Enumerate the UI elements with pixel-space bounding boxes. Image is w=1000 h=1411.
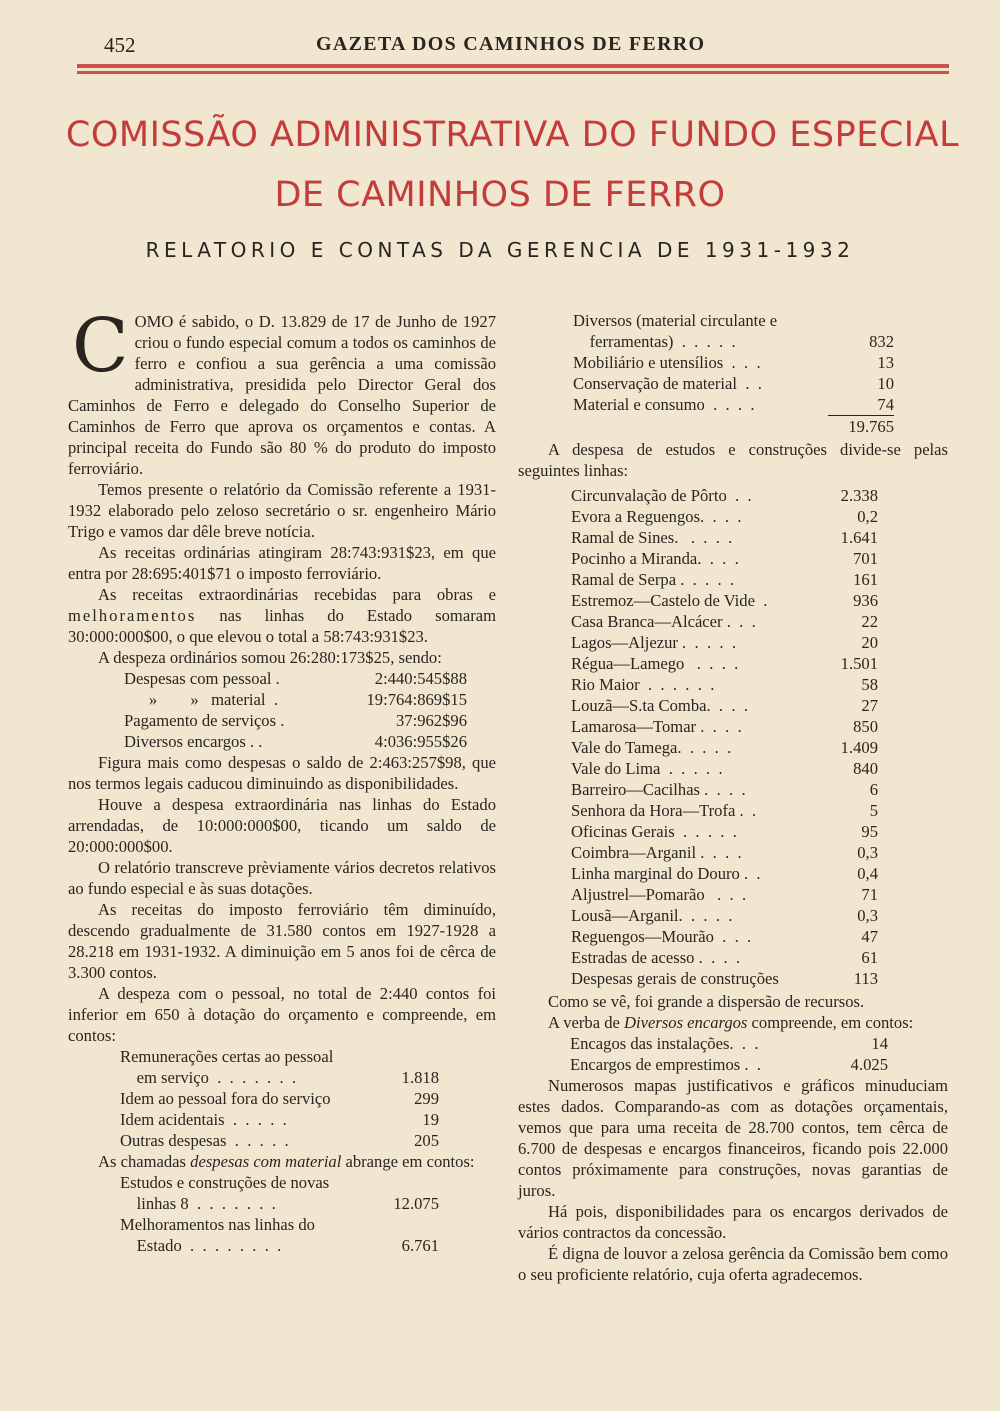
table-row — [124, 689, 467, 710]
right-column — [518, 310, 948, 1285]
row-value: 840 — [853, 759, 878, 778]
table-row — [571, 800, 878, 821]
row-value: 58 — [861, 675, 878, 694]
paragraph: A despeza com o pessoal, no total de 2:440 contos foi inferior em 650 à dotação do orçamento e compreende, em contos: — [68, 984, 496, 1045]
emphasis-text: Diversos encargos — [624, 1013, 748, 1032]
row-value: 936 — [853, 591, 878, 610]
table-row — [120, 1130, 439, 1151]
paragraph: É digna de louvor a zelosa gerência da Comissão bem como o seu proficiente relatório, cuja oferta agradecemos. — [518, 1244, 948, 1284]
row-value: 5 — [869, 801, 878, 820]
table-row — [571, 548, 878, 569]
table-row — [571, 737, 878, 758]
row-value: 47 — [861, 927, 878, 946]
row-value: 701 — [853, 549, 878, 568]
row-label: Circunvalação de Pôrto . . — [571, 486, 752, 505]
paragraph-text: compreende, em contos: — [747, 1013, 914, 1032]
paragraph: Houve a despesa extraordinária nas linhas do Estado arrendadas, de 10:000:000$00, ticando um saldo de 20:000:000$00. — [68, 795, 496, 856]
article-title-line-2: DE CAMINHOS DE FERRO — [274, 175, 726, 215]
intro-paragraph — [68, 303, 496, 479]
row-label: Reguengos—Mourão . . . — [571, 927, 752, 946]
row-label: Conservação de material . . — [573, 374, 762, 393]
table-row — [573, 373, 894, 394]
table-row — [124, 668, 467, 689]
paragraph — [68, 584, 496, 647]
row-value: 74 — [877, 395, 894, 414]
row-label: Melhoramentos nas linhas do — [120, 1215, 315, 1234]
table-row — [120, 1067, 439, 1088]
paragraph-text: A verba de — [548, 1013, 625, 1032]
row-value: 1.409 — [840, 738, 878, 757]
row-label: Louzã—S.ta Comba. . . . — [571, 696, 748, 715]
row-label: Lagos—Aljezur . . . . . — [571, 633, 736, 652]
row-value: 0,2 — [857, 507, 878, 526]
table-row — [571, 590, 878, 611]
paragraph: A despeza ordinários somou 26:280:173$25, sendo: — [98, 648, 442, 667]
spaced-text: melhoramentos — [68, 606, 197, 625]
row-label: Estremoz—Castelo de Vide . — [571, 591, 768, 610]
row-label: Rio Maior . . . . . . — [571, 675, 715, 694]
row-label: Senhora da Hora—Trofa . . — [571, 801, 757, 820]
row-label: Idem acidentais . . . . . — [120, 1110, 287, 1129]
paragraph-text: As chamadas — [98, 1152, 191, 1171]
diversos-table — [573, 310, 894, 437]
paragraph — [68, 1151, 496, 1172]
row-label: Lousã—Arganil. . . . . — [571, 906, 733, 925]
row-label: Encargos de emprestimos . . — [570, 1055, 761, 1074]
paragraph: Há pois, disponibilidades para os encargos derivados de vários contractos da concessão. — [518, 1202, 948, 1242]
page-number: 452 — [104, 33, 136, 57]
row-label: Material e consumo . . . . — [573, 395, 755, 414]
table-row — [570, 1054, 888, 1075]
table-row — [120, 1172, 439, 1193]
row-label: Despesas gerais de construções — [571, 969, 779, 988]
table-row — [120, 1214, 439, 1235]
emphasis-text: despesas com material — [190, 1152, 342, 1171]
row-label: Coimbra—Arganil . . . . — [571, 843, 742, 862]
row-label: Ramal de Sines. . . . . — [571, 528, 733, 547]
row-value: 13 — [877, 353, 894, 372]
row-value: 27 — [861, 696, 878, 715]
pessoal-table — [120, 1046, 439, 1151]
paragraph: As receitas do imposto ferroviário têm diminuído, descendo gradualmente de 31.580 contos em 1927-1928 a 28.218 em 1931-1932. A diminuição em 5 anos foi de cêrca de 3.300 contos. — [68, 900, 496, 982]
row-label: Estado . . . . . . . . — [120, 1236, 282, 1255]
row-label: Diversos (material circulante e — [573, 311, 778, 330]
row-value: 205 — [414, 1131, 439, 1150]
row-value: 61 — [861, 948, 878, 967]
row-label: Diversos encargos . . — [124, 732, 263, 751]
row-value: 0,3 — [857, 906, 878, 925]
table-row — [124, 731, 467, 752]
drop-cap: C — [72, 303, 129, 389]
total-value: 19.765 — [828, 416, 894, 438]
row-value: 19 — [422, 1110, 439, 1129]
row-value: 4.025 — [850, 1055, 888, 1074]
row-label: linhas 8 . . . . . . . — [120, 1194, 276, 1213]
row-label: Vale do Tamega. . . . . — [571, 738, 732, 757]
table-row — [573, 394, 894, 416]
row-value: 10 — [877, 374, 894, 393]
row-value: 22 — [861, 612, 878, 631]
row-label: Idem ao pessoal fora do serviço — [120, 1089, 331, 1108]
row-value: 19:764:869$15 — [366, 690, 467, 709]
row-value: 1.818 — [401, 1068, 439, 1087]
table-row — [573, 310, 894, 331]
table-row — [571, 863, 878, 884]
table-row — [571, 779, 878, 800]
row-label: Vale do Lima . . . . . — [571, 759, 723, 778]
paragraph: Figura mais como despesas o saldo de 2:463:257$98, que nos termos legais caducou diminuindo as disponibilidades. — [68, 753, 496, 793]
paragraph: As receitas ordinárias atingiram 28:743:931$23, em que entra por 28:695:401$71 o imposto ferroviário. — [68, 543, 496, 583]
row-value: 1.641 — [840, 528, 878, 547]
row-value — [385, 1172, 439, 1193]
intro-text: OMO é sabido, o D. 13.829 de 17 de Junho de 1927 criou o fundo especial comum a todos os caminhos de ferro e confiou a sua gerência a uma comissão administrativa, presidida pelo Director Geral dos Caminhos de Ferro e delegado do Conselho Superior de Caminhos de Ferro que aprova os orçamentos e contas. A principal receita do Fundo são 80 % do produto do imposto ferroviário. — [68, 312, 496, 478]
table-row — [571, 947, 878, 968]
row-label: Pagamento de serviços . — [124, 711, 285, 730]
row-label: Barreiro—Cacilhas . . . . — [571, 780, 746, 799]
table-row — [571, 842, 878, 863]
row-value: 95 — [861, 822, 878, 841]
table-row — [571, 485, 878, 506]
row-label: Casa Branca—Alcácer . . . — [571, 612, 756, 631]
row-label: ferramentas) . . . . . — [573, 332, 736, 351]
table-row — [571, 758, 878, 779]
header-rule-top — [77, 64, 949, 68]
table-row — [124, 710, 467, 731]
row-label: Pocinho a Miranda. . . . — [571, 549, 739, 568]
paragraph-text: nas linhas do Estado somaram 30:000:000$00, o que elevou o total a 58:743:931$23. — [68, 606, 496, 646]
table-row — [571, 926, 878, 947]
total-row — [573, 416, 894, 438]
table-row — [571, 695, 878, 716]
table-row — [120, 1046, 439, 1067]
paragraph: O relatório transcreve prèviamente vários decretos relativos ao fundo especial e às suas dotações. — [68, 858, 496, 898]
material-table — [120, 1172, 439, 1256]
table-row — [571, 653, 878, 674]
paragraph: Temos presente o relatório da Comissão referente a 1931-1932 elaborado pelo zeloso secretário o sr. engenheiro Mário Trigo e vamos dar dêle breve notícia. — [68, 480, 496, 541]
table-row — [571, 905, 878, 926]
row-label: Outras despesas . . . . . — [120, 1131, 289, 1150]
row-value: 12.075 — [393, 1194, 439, 1213]
journal-title: GAZETA DOS CAMINHOS DE FERRO — [316, 33, 706, 55]
row-value: 850 — [853, 717, 878, 736]
table-row — [570, 1033, 888, 1054]
row-label: Estradas de acesso . . . . — [571, 948, 741, 967]
row-label: » » material . — [124, 690, 278, 709]
row-value: 2:440:545$88 — [374, 669, 467, 688]
table-row — [571, 506, 878, 527]
table-row — [571, 968, 878, 989]
row-label: Aljustrel—Pomarão . . . — [571, 885, 747, 904]
row-value: 0,3 — [857, 843, 878, 862]
row-value: 14 — [871, 1034, 888, 1053]
row-value: 1.501 — [840, 654, 878, 673]
table-row — [571, 632, 878, 653]
row-value — [828, 310, 894, 331]
row-value: 161 — [853, 570, 878, 589]
table-row — [573, 331, 894, 352]
table-row — [571, 611, 878, 632]
row-label: Lamarosa—Tomar . . . . — [571, 717, 742, 736]
row-value: 832 — [869, 332, 894, 351]
row-value: 0,4 — [857, 864, 878, 883]
table-row — [573, 352, 894, 373]
table-row — [571, 821, 878, 842]
row-value: 6 — [869, 780, 878, 799]
row-label: Ramal de Serpa . . . . . — [571, 570, 735, 589]
paragraph: Como se vê, foi grande a dispersão de recursos. — [548, 992, 865, 1011]
left-column — [68, 303, 496, 1256]
row-label: em serviço . . . . . . . — [120, 1068, 297, 1087]
total-spacer — [573, 416, 828, 438]
table-row — [571, 674, 878, 695]
row-label: Evora a Reguengos. . . . — [571, 507, 742, 526]
row-value: 2.338 — [840, 486, 878, 505]
row-label: Oficinas Gerais . . . . . — [571, 822, 737, 841]
paragraph: Numerosos mapas justificativos e gráficos minuduciam estes dados. Comparando-as com as dotações orçamentais, vemos que para uma receita de 28.700 contos, tem cêrca de 6.700 de despesas e encargos financeiros, ficando pois 22.000 contos próximamente para construções, novas garantias de juros. — [518, 1076, 948, 1200]
header-rule-bottom — [77, 71, 949, 74]
paragraph-text: abrange em contos: — [341, 1152, 475, 1171]
row-value: 20 — [861, 633, 878, 652]
row-label: Remunerações certas ao pessoal — [120, 1047, 334, 1066]
row-label: Linha marginal do Douro . . — [571, 864, 761, 883]
table-row — [571, 716, 878, 737]
table-row — [120, 1235, 439, 1256]
row-label: Encagos das instalações. . . — [570, 1034, 759, 1053]
row-value: 4:036:955$26 — [374, 732, 467, 751]
row-value — [385, 1214, 439, 1235]
row-label: Mobiliário e utensílios . . . — [573, 353, 761, 372]
table-row — [571, 527, 878, 548]
linhas-table — [571, 485, 878, 989]
despesas-table — [124, 668, 467, 752]
article-title-line-1: COMISSÃO ADMINISTRATIVA DO FUNDO ESPECIAL — [65, 115, 960, 155]
table-row — [571, 569, 878, 590]
row-value: 6.761 — [401, 1236, 439, 1255]
row-value: 37:962$96 — [396, 711, 467, 730]
row-label: Régua—Lamego . . . . — [571, 654, 739, 673]
table-row — [120, 1109, 439, 1130]
table-row — [571, 884, 878, 905]
encargos-table — [570, 1033, 888, 1075]
table-row — [120, 1088, 439, 1109]
row-label: Despesas com pessoal . — [124, 669, 280, 688]
paragraph: A despesa de estudos e construções divide-se pelas seguintes linhas: — [518, 440, 948, 480]
paragraph-text: As receitas extraordinárias recebidas para obras e — [98, 585, 496, 604]
table-row — [120, 1193, 439, 1214]
row-value: 113 — [853, 969, 878, 988]
row-value: 71 — [861, 885, 878, 904]
article-subtitle: RELATORIO E CONTAS DA GERENCIA DE 1931-1932 — [145, 238, 855, 262]
row-value: 299 — [414, 1089, 439, 1108]
row-value — [385, 1046, 439, 1067]
paragraph — [518, 1012, 948, 1033]
row-label: Estudos e construções de novas — [120, 1173, 330, 1192]
